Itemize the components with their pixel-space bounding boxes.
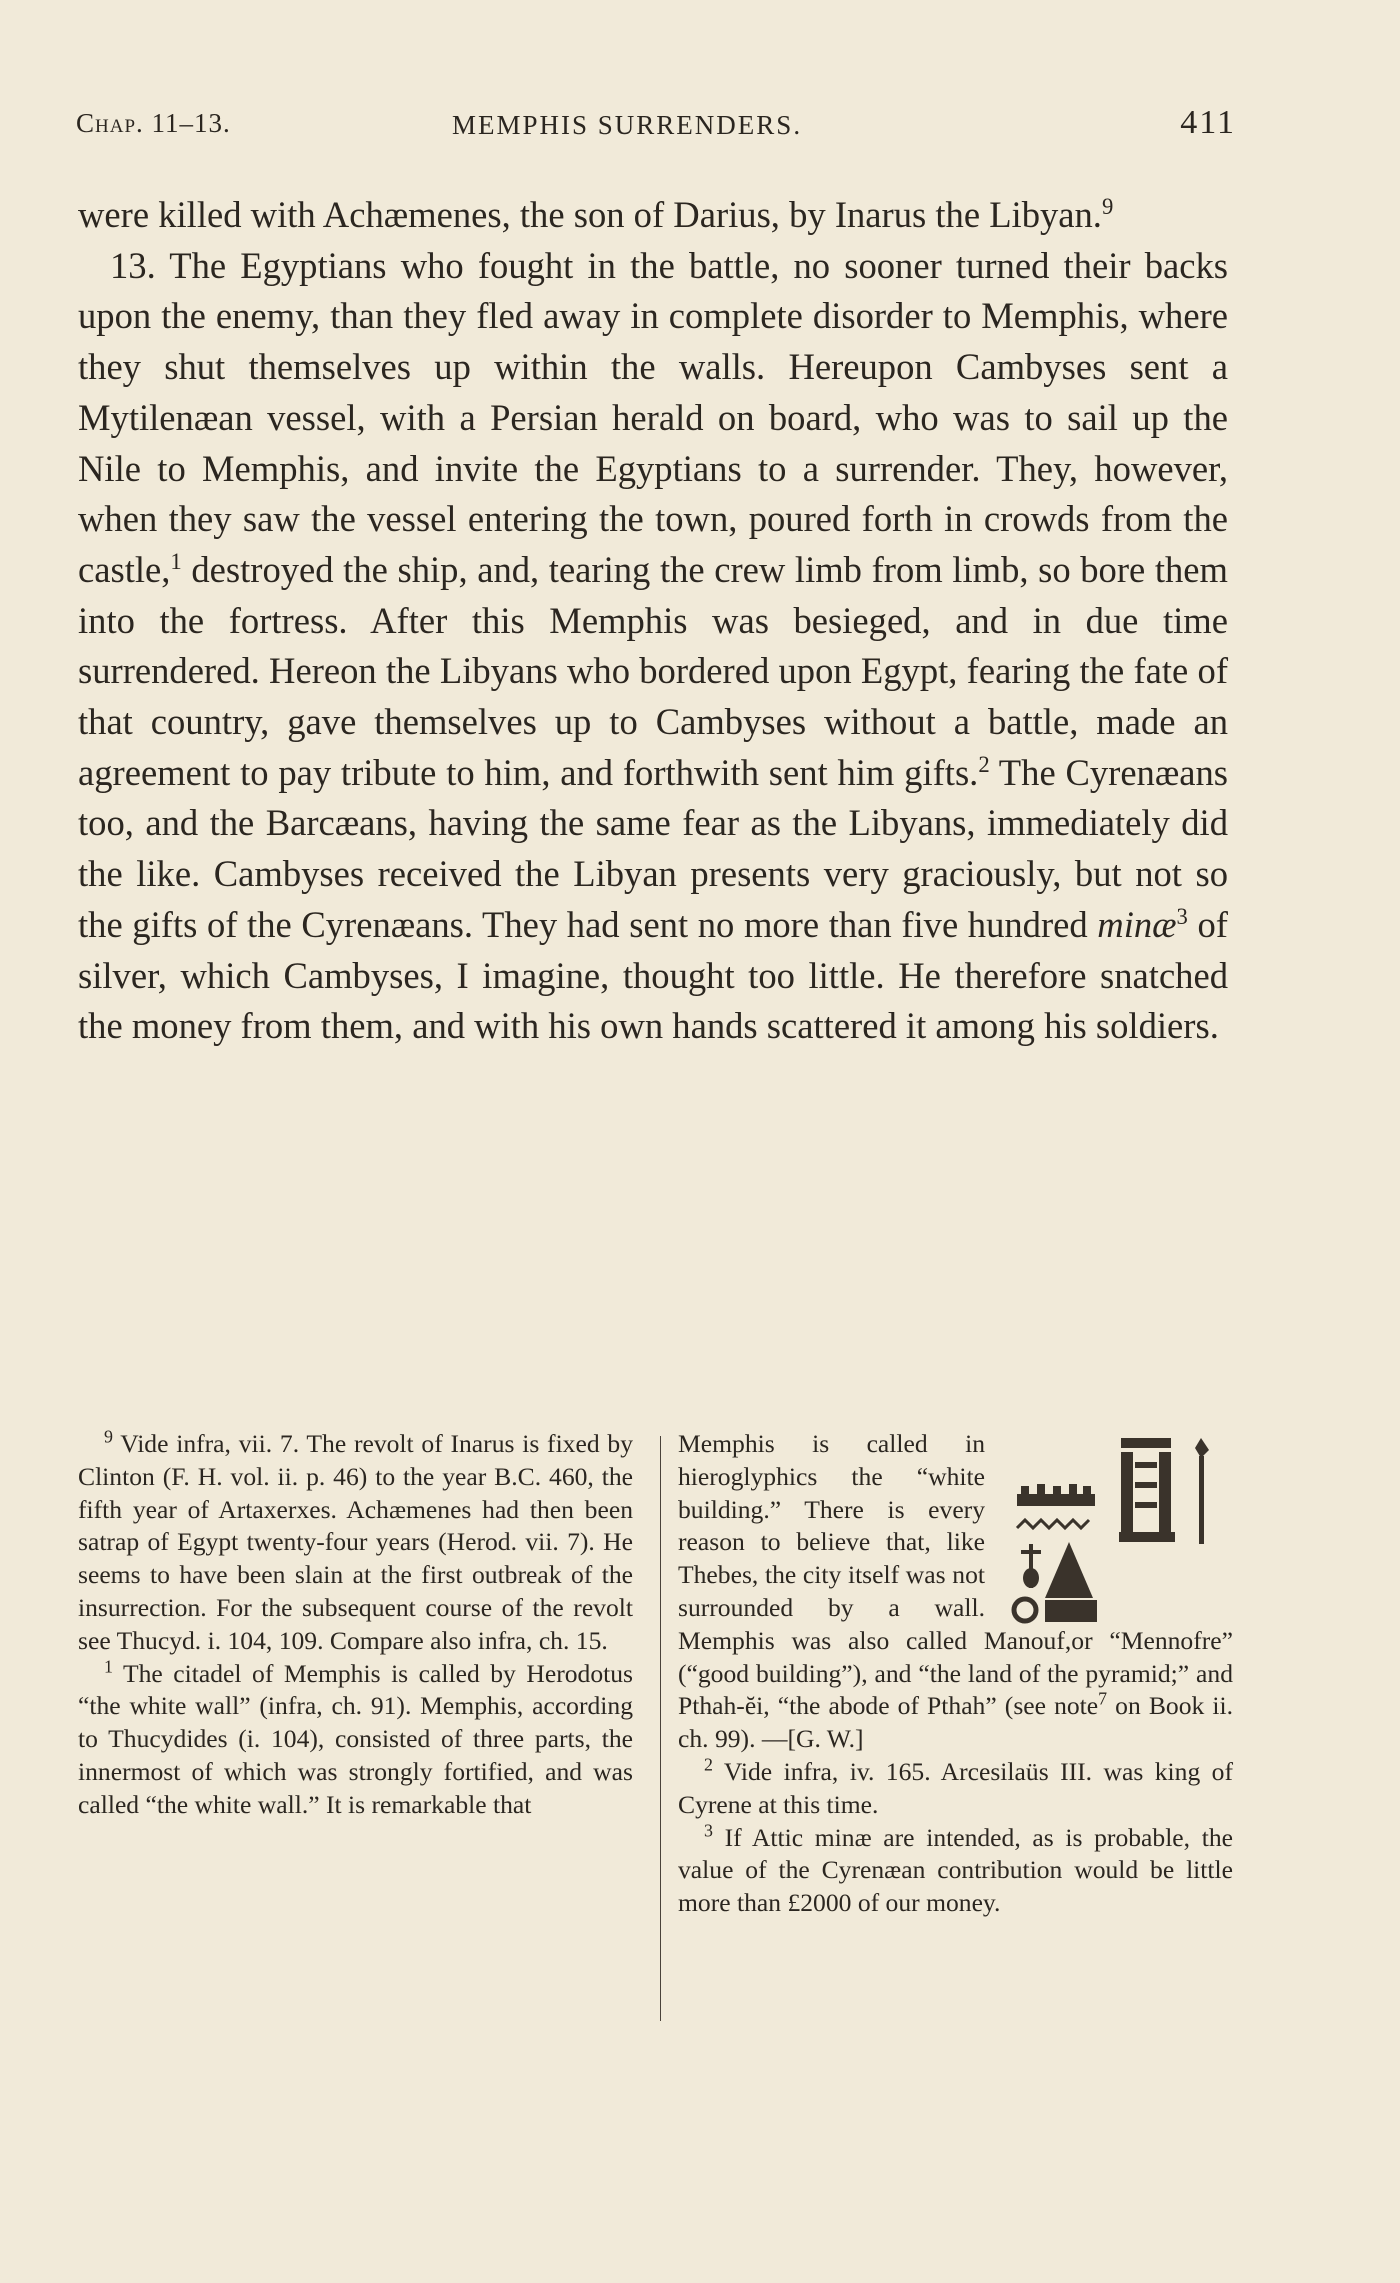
- footnote-1: $^1$ The citadel of Memphis is called by Herodotus “the white wall” (infra, ch. 91). Memphis, according to Thucydides (i. 104), consisted of three parts, the innermost of which was strongly fortified, and was called “the white wall.” It is remarkable that: [78, 1656, 633, 1819]
- paragraph-13: 13. The Egyptians who fought in the battle, no sooner turned their backs upon the enemy, than they fled away in complete disorder to Memphis, where they shut themselves up within the walls. Hereupon Cambyses sent a Mytilenæan vessel, with a Persian herald on board, who was to sail up the Nile to Memphis, and invite the Egyptians to a surrender. They, however, when they saw the vessel entering the town, poured forth in crowds from the castle,$^1$ destroyed the ship, and, tearing the crew limb from limb, so bore them into the fortress. After this Memphis was besieged, and in due time surrendered. Hereon the Libyans who bordered upon Egypt, fearing the fate of that country, gave themselves up to Cambyses without a battle, made an agreement to pay tribute to him, and forthwith sent him gifts.$^2$ The Cyrenæans too, and the Barcæans, having the same fear as the Libyans, immediately did the like. Cambyses received the Libyan presents very graciously, but not so the gifts of the Cyrenæans. They had sent no more than five hundred minæ$^3$ of silver, which Cambyses, I imagine, thought too little. He therefore snatched the money from them, and with his own hands scattered it among his soldiers.: [78, 244, 1229, 1047]
- italic-minae: minæ: [1097, 903, 1177, 945]
- footnote-9: $^9$ Vide infra, vii. 7. The revolt of Inarus is fixed by Clinton (F. H. vol. ii. p. 46) to the year B.C. 460, the fifth year of Artaxerxes. Achæmenes had then been satrap of Egypt twenty-four years (Herod. vii. 7). He seems to have been slain at the first outbreak of the insurrection. For the subsequent course of the revolt see Thucyd. i. 104, 109. Compare also infra, ch. 15.: [78, 1426, 634, 1655]
- footnote-ref-2: 2: [978, 751, 990, 777]
- hieroglyph-white-building-icon: [1115, 1432, 1233, 1548]
- page-title: MEMPHIS SURRENDERS.: [452, 110, 803, 140]
- column-divider: [660, 1436, 661, 2021]
- hieroglyph-mennofre-icon: [995, 1428, 1105, 1624]
- paragraph-continuation: were killed with Achæmenes, the son of Darius, by Inarus the Libyan.$^9$: [78, 193, 1114, 235]
- footnote-1-continued: Memphis is called in hieroglyphics the “white building.” There is every reason to believe that, like Thebes, the city itself was not surrounded by a wall. Memphis was also called Manouf,or “Mennofre” (“good building”), and “the land of the pyramid;” and Pthah-ĕi, “the abode of Pthah” (see note$^7$ on Book ii. ch. 99). —[G. W.]: [678, 1429, 1234, 1754]
- footnote-column-right: [678, 1428, 1233, 1920]
- footnote-ref-3: 3: [1176, 903, 1188, 929]
- chapter-reference: Chap. 11–13.: [76, 108, 231, 138]
- main-text: [78, 190, 1228, 1052]
- footnotes: [78, 1428, 1238, 2028]
- page-number: 411: [1180, 104, 1236, 141]
- footnote-ref-9: 9: [1101, 193, 1114, 219]
- running-head: [76, 100, 1236, 150]
- footnote-3: $^3$ If Attic minæ are intended, as is probable, the value of the Cyrenæan contribution would be little more than £2000 of our money.: [678, 1820, 1233, 1918]
- footnote-2: $^2$ Vide infra, iv. 165. Arcesilaüs III. was king of Cyrene at this time.: [678, 1754, 1233, 1819]
- footnote-column-left: [78, 1428, 633, 1822]
- footnote-ref-1: 1: [170, 548, 182, 574]
